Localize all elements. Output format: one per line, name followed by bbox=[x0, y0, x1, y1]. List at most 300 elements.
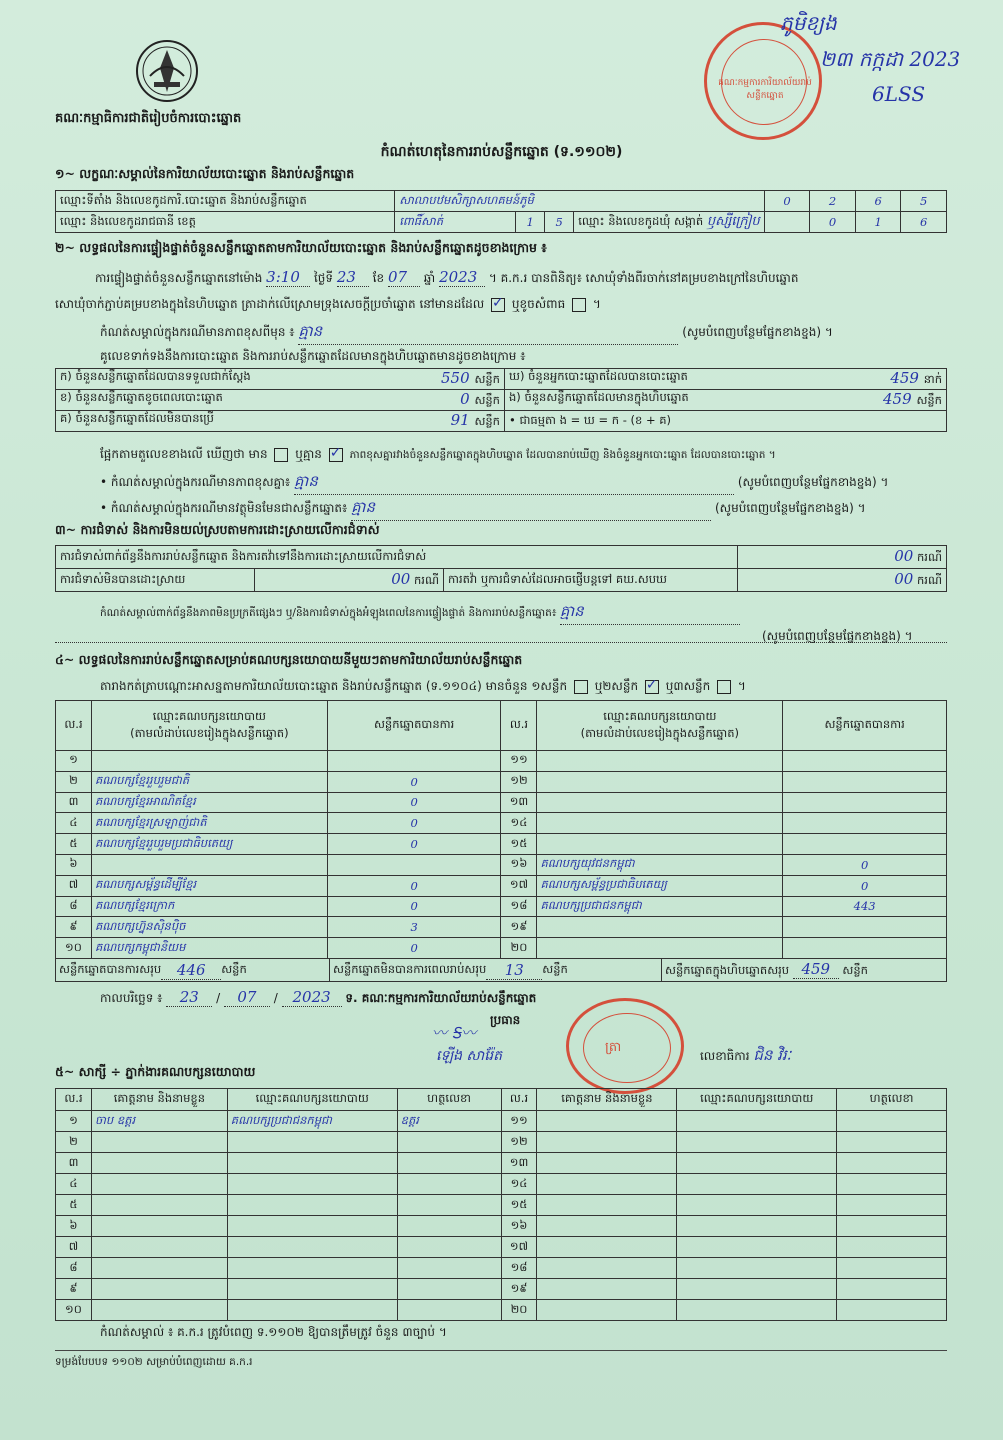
witness-name bbox=[537, 1279, 677, 1300]
formula: ជាធម្មតា ង = ឃ = ក - (ខ + គ) bbox=[519, 412, 672, 427]
result-no: ៤ bbox=[56, 813, 92, 834]
witness-no: ៥ bbox=[56, 1195, 92, 1216]
unused-value: 91 bbox=[450, 411, 470, 429]
tally-2-sheet-label: ឬ២សន្លឹក bbox=[594, 679, 639, 693]
witness-signature bbox=[837, 1153, 947, 1174]
witness-name bbox=[91, 1132, 227, 1153]
in-box-label: ង) ចំនួនសន្លឹកឆ្នោតដែលមានក្នុងហិបឆ្នោត bbox=[509, 390, 689, 404]
result-no: ២០ bbox=[501, 938, 537, 959]
witness-name bbox=[537, 1153, 677, 1174]
witness-signature bbox=[397, 1195, 501, 1216]
forwarded-value: 00 bbox=[894, 570, 914, 588]
objections-table bbox=[55, 545, 947, 592]
section1-table bbox=[55, 190, 947, 233]
secretary-name: ជិន វិរៈ bbox=[753, 1046, 792, 1064]
irregularity-fill-hint: (សូមបំពេញបន្ថែមផ្នែកខាងខ្នង) ។ bbox=[762, 629, 913, 643]
day-label: ថ្ងៃទី bbox=[314, 271, 334, 285]
witnesses-table bbox=[55, 1088, 947, 1321]
commune-label: ឈ្មោះ និងលេខកូដឃុំ សង្កាត់ bbox=[578, 213, 704, 228]
witness-party bbox=[677, 1174, 837, 1195]
unresolved-unit: ករណី bbox=[414, 573, 439, 587]
tally-3-sheet-checkbox[interactable] bbox=[717, 680, 731, 694]
witness-no: ១៦ bbox=[501, 1216, 537, 1237]
col-votes-left: សន្លឹកឆ្នោតបានការ bbox=[327, 701, 501, 751]
result-no: ៩ bbox=[56, 917, 92, 938]
verification-month: 07 bbox=[388, 268, 420, 287]
province-code-2: 5 bbox=[555, 215, 563, 229]
witness-name bbox=[91, 1174, 227, 1195]
date-month: 07 bbox=[224, 988, 270, 1007]
section3-heading: ៣~ ការជំទាស់ និងការមិនយល់ស្របតាមការដោះស្រាយលើការជំទាស់ bbox=[55, 522, 380, 537]
w-col-party-right: ឈ្មោះគណបក្សនយោបាយ bbox=[677, 1089, 837, 1111]
chair-name: ឡើង សារ៉ែត bbox=[436, 1048, 502, 1064]
result-no: ១២ bbox=[501, 771, 537, 792]
result-no: ១៩ bbox=[501, 917, 537, 938]
seal-damaged-label: ឬខូចសំពាធ bbox=[511, 297, 566, 311]
witness-row bbox=[56, 1279, 947, 1300]
result-row bbox=[56, 792, 947, 813]
tally-intro: តារាងកត់ត្រាបណ្តោះអាសន្នតាមការិយាល័យបោះឆ្នោត និងរាប់សន្លឹកឆ្នោត (ទ.១១០៤) មានចំនួន ១សន្លឹក bbox=[100, 679, 568, 693]
has-discrepancy-label: ផ្អែកតាមតួលេខខាងលើ ឃើញថា មាន bbox=[100, 447, 268, 461]
irregularity-note-label: កំណត់សម្គាល់ពាក់ព័ន្ធនឹងភាពមិនប្រក្រតីផ្សេងៗ ឬ/និងការជំទាស់ក្នុងអំឡុងពេលនៃការផ្ទៀងផ្ទាត់ និងការរាប់សន្លឹកឆ្នោត៖ bbox=[100, 607, 557, 619]
col-party-right: ឈ្មោះគណបក្សនយោបាយ bbox=[603, 708, 717, 723]
result-party: គណបក្សយុវជនកម្ពុជា bbox=[537, 854, 783, 875]
fill-hint: (សូមបំពេញបន្ថែមផ្នែកខាងខ្នង) ។ bbox=[682, 325, 833, 339]
note1-line bbox=[100, 472, 950, 495]
result-party: គណបក្សខ្មែរក្រោក bbox=[91, 896, 327, 917]
witness-no: ១៩ bbox=[501, 1279, 537, 1300]
station-code-1: 0 bbox=[764, 191, 810, 212]
result-row bbox=[56, 771, 947, 792]
witness-signature bbox=[837, 1279, 947, 1300]
forwarded-label: ការតវ៉ា ឬការជំទាស់ដែលអាចផ្ញើបន្តទៅ គឃ.សបឃ bbox=[444, 569, 738, 592]
result-votes: 0 bbox=[327, 792, 501, 813]
year-label: ឆ្នាំ bbox=[423, 271, 436, 285]
result-votes: 0 bbox=[783, 875, 947, 896]
counts-table: ក) ចំនួនសន្លឹកឆ្នោតដែលបានទទួលជាក់ស្តែង 550 សន្លឹក ឃ) ចំនួនអ្នកបោះឆ្នោតដែលបានបោះឆ្នោត 459 នាក់ ខ) ចំនួនសន្លឹកឆ្នោតខូចពេលបោះឆ្នោត 0 សន្លឹក ង) ចំនួនសន្លឹកឆ្នោតដែលមានក្នុងហិបឆ្នោត 459 សន្លឹក គ) ចំនួនសន្លឹកឆ្នោតដែលមិនបានប្រើ 91 សន្លឹក • ជាធម្មតា ង = ឃ = ក - (ខ + គ) bbox=[55, 368, 947, 432]
received-value: 550 bbox=[441, 369, 470, 387]
w-col-no-right: ល.រ bbox=[501, 1089, 537, 1111]
result-no: ១០ bbox=[56, 938, 92, 959]
difference-note-value: គ្មាន bbox=[298, 322, 678, 345]
witness-name bbox=[537, 1111, 677, 1132]
verification-day: 23 bbox=[337, 268, 369, 287]
witness-no: ១០ bbox=[56, 1300, 92, 1321]
province-label: ឈ្មោះ និងលេខកូដរាជធានី ខេត្ត bbox=[56, 212, 395, 233]
witness-row bbox=[56, 1174, 947, 1195]
result-party bbox=[537, 813, 783, 834]
witness-no: ១៧ bbox=[501, 1237, 537, 1258]
witness-party bbox=[227, 1279, 397, 1300]
date-line: កាលបរិច្ឆេទ ៖ 23 / 07 / 2023 ទ. គណៈកម្មការការិយាល័យរាប់សន្លឹកឆ្នោត bbox=[100, 988, 537, 1006]
witness-signature bbox=[837, 1300, 947, 1321]
committee-label: ទ. គណៈកម្មការការិយាល័យរាប់សន្លឹកឆ្នោត bbox=[345, 991, 537, 1005]
objections-unit: ករណី bbox=[917, 550, 942, 564]
corner-note-2: ២៣ កក្កដា 2023 bbox=[820, 47, 961, 71]
commune-code-3: 6 bbox=[901, 212, 947, 233]
result-party: គណបក្សខ្មែរអាណិតខ្មែរ bbox=[91, 792, 327, 813]
verification-time-label: ការផ្ទៀងផ្ទាត់ចំនួនសន្លឹកឆ្នោតនៅម៉ោង bbox=[95, 271, 263, 285]
discrepancy-line bbox=[100, 446, 776, 464]
result-votes: 3 bbox=[327, 917, 501, 938]
corner-note-3: 6LSS bbox=[872, 82, 926, 106]
witness-signature: ឧត្តរ bbox=[397, 1111, 501, 1132]
total-valid-value: 446 bbox=[161, 961, 221, 980]
witness-signature bbox=[837, 1132, 947, 1153]
result-party bbox=[91, 854, 327, 875]
result-no: ៨ bbox=[56, 896, 92, 917]
witness-signature bbox=[397, 1132, 501, 1153]
result-no: ១៦ bbox=[501, 854, 537, 875]
w-col-name-left: គោត្តនាម និងនាមខ្លួន bbox=[91, 1089, 227, 1111]
witness-no: ១២ bbox=[501, 1132, 537, 1153]
witness-name bbox=[537, 1195, 677, 1216]
note1-fill-hint: (សូមបំពេញបន្ថែមផ្នែកខាងខ្នង) ។ bbox=[737, 475, 889, 489]
station-code-4: 5 bbox=[901, 191, 947, 212]
witness-signature bbox=[397, 1258, 501, 1279]
result-row bbox=[56, 854, 947, 875]
witness-signature bbox=[837, 1195, 947, 1216]
result-party bbox=[537, 771, 783, 792]
witness-party bbox=[677, 1195, 837, 1216]
result-votes bbox=[783, 938, 947, 959]
col-votes-right: សន្លឹកឆ្នោតបានការ bbox=[783, 701, 947, 751]
result-row bbox=[56, 875, 947, 896]
results-body bbox=[56, 751, 947, 959]
witness-name bbox=[91, 1237, 227, 1258]
witness-row bbox=[56, 1300, 947, 1321]
unused-label: គ) ចំនួនសន្លឹកឆ្នោតដែលមិនបានប្រើ bbox=[60, 411, 214, 425]
spoiled-value: 0 bbox=[460, 390, 470, 408]
objections-label: ការជំទាស់ពាក់ព័ន្ធនឹងការរាប់សន្លឹកឆ្នោត និងការតវ៉ាទៅនឹងការដោះស្រាយលើការជំទាស់ bbox=[56, 546, 738, 569]
station-code-2: 2 bbox=[810, 191, 856, 212]
result-votes: 0 bbox=[327, 938, 501, 959]
received-unit: សន្លឹក bbox=[474, 372, 500, 386]
witness-no: ១ bbox=[56, 1111, 92, 1132]
result-votes bbox=[783, 834, 947, 855]
witness-signature bbox=[837, 1174, 947, 1195]
witness-name bbox=[537, 1237, 677, 1258]
in-box-value: 459 bbox=[883, 390, 912, 408]
result-no: ៦ bbox=[56, 854, 92, 875]
result-party: គណបក្សខ្មែររួបរួមប្រជាធិបតេយ្យ bbox=[91, 834, 327, 855]
result-votes bbox=[327, 751, 501, 772]
result-votes: 0 bbox=[327, 813, 501, 834]
result-no: ១៣ bbox=[501, 792, 537, 813]
commune-code-2: 1 bbox=[855, 212, 901, 233]
result-votes: 443 bbox=[783, 896, 947, 917]
result-party bbox=[537, 834, 783, 855]
witness-no: ១៤ bbox=[501, 1174, 537, 1195]
note2-line bbox=[100, 498, 950, 521]
chair-signature: 〰 Ꭶ〰 bbox=[432, 1024, 477, 1042]
witness-signature bbox=[837, 1258, 947, 1279]
result-row bbox=[56, 896, 947, 917]
seal-text: សោឃុំចាក់ភ្ជាប់គម្របខាងក្នុងនៃហិបឆ្នោត ត្រាដាក់លើស្រោមទ្រុងសេចក្តីប្រចាំឆ្នោត នៅមានដដែល bbox=[55, 297, 485, 311]
witness-name bbox=[537, 1300, 677, 1321]
w-col-no-left: ល.រ bbox=[56, 1089, 92, 1111]
unresolved-label: ការជំទាស់មិនបានដោះស្រាយ bbox=[56, 569, 255, 592]
irregularity-note-line bbox=[100, 602, 950, 625]
result-no: ១១ bbox=[501, 751, 537, 772]
result-row bbox=[56, 917, 947, 938]
result-row bbox=[56, 813, 947, 834]
difference-note-label: កំណត់សម្គាល់ក្នុងករណីមានភាពខុសពីមុន ៖ bbox=[100, 325, 295, 339]
witness-row bbox=[56, 1237, 947, 1258]
witness-row bbox=[56, 1258, 947, 1279]
total-box-label: សន្លឹកឆ្នោតក្នុងហិបឆ្នោតសរុប bbox=[665, 963, 790, 977]
result-votes: 0 bbox=[783, 854, 947, 875]
section2-heading: ២~ លទ្ធផលនៃការផ្ទៀងផ្ទាត់ចំនួនសន្លឹកឆ្នោតតាមការិយាល័យបោះឆ្នោត និងរាប់សន្លឹកឆ្នោតដូចខាងក្រោម ៖ bbox=[55, 240, 547, 255]
result-party bbox=[91, 751, 327, 772]
forwarded-unit: ករណី bbox=[917, 573, 942, 587]
witness-row bbox=[56, 1153, 947, 1174]
result-no: ៧ bbox=[56, 875, 92, 896]
witness-party bbox=[677, 1132, 837, 1153]
witness-name bbox=[91, 1195, 227, 1216]
witness-no: ៨ bbox=[56, 1258, 92, 1279]
result-no: ៣ bbox=[56, 792, 92, 813]
result-votes: 0 bbox=[327, 834, 501, 855]
total-invalid-unit: សន្លឹក bbox=[542, 961, 568, 976]
witness-party bbox=[677, 1258, 837, 1279]
col-party-sub-left: (តាមលំដាប់លេខរៀងក្នុងសន្លឹកឆ្នោត) bbox=[130, 725, 289, 740]
commune-code-1: 0 bbox=[810, 212, 856, 233]
result-row bbox=[56, 751, 947, 772]
result-party: គណបក្សកម្ពុជានិយម bbox=[91, 938, 327, 959]
total-valid-label: សន្លឹកឆ្នោតបានការសរុប bbox=[59, 961, 162, 976]
date-year: 2023 bbox=[282, 988, 342, 1007]
result-party: គណបក្សសម្ព័ន្ធប្រជាធិបតេយ្យ bbox=[537, 875, 783, 896]
result-votes bbox=[783, 751, 947, 772]
chair-label: ប្រធាន bbox=[490, 1013, 521, 1027]
result-no: ៥ bbox=[56, 834, 92, 855]
verification-text: ។ គ.ក.រ បានពិនិត្យ៖ សោឃុំទាំងពីរចាក់នៅគម្របខាងក្រៅនៃហិបឆ្នោត bbox=[488, 271, 799, 285]
result-votes: 0 bbox=[327, 896, 501, 917]
witness-row bbox=[56, 1195, 947, 1216]
witness-row bbox=[56, 1111, 947, 1132]
result-party bbox=[537, 938, 783, 959]
result-party bbox=[537, 792, 783, 813]
witness-no: ២០ bbox=[501, 1300, 537, 1321]
witness-party bbox=[677, 1237, 837, 1258]
commune-name: ឫស្សីក្រៀប bbox=[706, 213, 760, 229]
witness-no: ៤ bbox=[56, 1174, 92, 1195]
no-discrepancy-label: ឬគ្មាន bbox=[295, 447, 322, 461]
w-col-party-left: ឈ្មោះគណបក្សនយោបាយ bbox=[227, 1089, 397, 1111]
seal-intact-checkbox[interactable] bbox=[491, 298, 505, 312]
result-votes bbox=[783, 813, 947, 834]
form-title: កំណត់ហេតុនៃការរាប់សន្លឹកឆ្នោត (ទ.១១០២) bbox=[380, 144, 623, 160]
date-label: កាលបរិច្ឆេទ ៖ bbox=[100, 991, 163, 1005]
note2-label: • កំណត់សម្គាល់ក្នុងករណីមានវត្ថុមិនមែនជាសន្លឹកឆ្នោត៖ bbox=[100, 501, 348, 515]
result-votes bbox=[783, 771, 947, 792]
received-label: ក) ចំនួនសន្លឹកឆ្នោតដែលបានទទួលជាក់ស្តែង bbox=[60, 369, 251, 383]
result-party: គណបក្សសម្ព័ន្ធដើម្បីខ្មែរ bbox=[91, 875, 327, 896]
witness-name bbox=[91, 1216, 227, 1237]
witness-party bbox=[227, 1216, 397, 1237]
witness-name bbox=[537, 1216, 677, 1237]
w-col-sign-right: ហត្ថលេខា bbox=[837, 1089, 947, 1111]
witness-no: ៦ bbox=[56, 1216, 92, 1237]
verification-year: 2023 bbox=[439, 268, 485, 287]
seal-damaged-checkbox[interactable] bbox=[572, 298, 586, 312]
tally-2-sheet-checkbox[interactable] bbox=[645, 680, 659, 694]
org-name: គណៈកម្មាធិការជាតិរៀបចំការបោះឆ្នោត bbox=[55, 111, 242, 126]
col-no-right: ល.រ bbox=[501, 701, 537, 751]
result-party: គណបក្សខ្មែររួបរួមជាតិ bbox=[91, 771, 327, 792]
nec-emblem-icon bbox=[134, 38, 200, 104]
witness-signature bbox=[397, 1174, 501, 1195]
witness-party bbox=[227, 1300, 397, 1321]
witness-no: ៩ bbox=[56, 1279, 92, 1300]
result-votes bbox=[783, 792, 947, 813]
footer-divider bbox=[55, 1350, 947, 1351]
secretary-line bbox=[700, 1046, 791, 1068]
result-party bbox=[537, 751, 783, 772]
witness-name bbox=[91, 1258, 227, 1279]
province-name: ពោធិ៍សាត់ bbox=[395, 212, 516, 233]
totals-row bbox=[55, 958, 947, 982]
footer-note: កំណត់សម្គាល់ ៖ គ.ក.រ ត្រូវបំពេញ ទ.១១០២ ឱ្យបានត្រឹមត្រូវ ចំនួន ៣ច្បាប់ ។ bbox=[100, 1325, 447, 1339]
witness-signature bbox=[837, 1237, 947, 1258]
w-col-name-right: គោត្តនាម និងនាមខ្លួន bbox=[537, 1089, 677, 1111]
note2-value: គ្មាន bbox=[351, 498, 711, 521]
objections-value: 00 bbox=[894, 547, 914, 565]
witness-party bbox=[677, 1111, 837, 1132]
verification-line bbox=[95, 268, 950, 288]
verification-time: 3:10 bbox=[266, 268, 310, 287]
result-votes: 0 bbox=[327, 875, 501, 896]
form-note: ទម្រង់បែបបទ ១១០២ សម្រាប់បំពេញដោយ គ.ក.រ bbox=[55, 1356, 253, 1368]
total-invalid-label: សន្លឹកឆ្នោតមិនបានការពេលរាប់សរុប bbox=[333, 961, 487, 976]
witness-row bbox=[56, 1132, 947, 1153]
witness-party: គណបក្សប្រជាជនកម្ពុជា bbox=[227, 1111, 397, 1132]
witness-name bbox=[91, 1300, 227, 1321]
result-party: គណបក្សប្រជាជនកម្ពុជា bbox=[537, 896, 783, 917]
has-discrepancy-checkbox[interactable] bbox=[274, 448, 288, 462]
discrepancy-text: ភាពខុសគ្នារវាងចំនួនសន្លឹកឆ្នោតក្នុងហិបឆ្នោត ដែលបានរាប់ឃើញ និងចំនួនអ្នកបោះឆ្នោត ដែលបានបោះឆ្នោត ។ bbox=[349, 449, 776, 461]
tally-intro-line: តារាងកត់ត្រាបណ្តោះអាសន្នតាមការិយាល័យបោះឆ្នោត និងរាប់សន្លឹកឆ្នោត (ទ.១១០៤) មានចំនួន ១សន្លឹក ឬ២សន្លឹក ✓ ឬ៣សន្លឹក ។ bbox=[100, 678, 746, 696]
witness-name bbox=[537, 1174, 677, 1195]
witness-party bbox=[227, 1153, 397, 1174]
unused-unit: សន្លឹក bbox=[474, 414, 500, 428]
witness-row bbox=[56, 1216, 947, 1237]
total-valid-unit: សន្លឹក bbox=[221, 961, 247, 976]
witness-signature bbox=[397, 1216, 501, 1237]
note1-label: • កំណត់សម្គាល់ក្នុងករណីមានភាពខុសគ្នា៖ bbox=[100, 475, 291, 489]
witness-party bbox=[227, 1237, 397, 1258]
results-table bbox=[55, 700, 947, 959]
stamp-text: គណៈកម្មការការិយាល័យរាប់សន្លឹកឆ្នោត bbox=[718, 78, 812, 101]
result-no: ១៥ bbox=[501, 834, 537, 855]
total-box-value: 459 bbox=[793, 960, 839, 979]
witness-no: ១៣ bbox=[501, 1153, 537, 1174]
note2-fill-hint: (សូមបំពេញបន្ថែមផ្នែកខាងខ្នង) ។ bbox=[714, 501, 866, 515]
month-label: ខែ bbox=[372, 271, 385, 285]
section4-heading: ៤~ លទ្ធផលនៃការរាប់សន្លឹកឆ្នោតសម្រាប់គណបក្សនយោបាយនីមួយៗតាមការិយាល័យរាប់សន្លឹកឆ្នោត bbox=[55, 652, 523, 667]
note1-value: គ្មាន bbox=[294, 472, 734, 495]
w-col-sign-left: ហត្ថលេខា bbox=[397, 1089, 501, 1111]
result-no: ២ bbox=[56, 771, 92, 792]
difference-note-line bbox=[100, 322, 950, 345]
witness-signature bbox=[837, 1111, 947, 1132]
in-box-unit: សន្លឹក bbox=[916, 393, 942, 407]
official-stamp-bottom: ត្រា bbox=[566, 998, 684, 1094]
result-votes: 0 bbox=[327, 771, 501, 792]
witness-name bbox=[91, 1279, 227, 1300]
witness-party bbox=[677, 1216, 837, 1237]
total-box-unit: សន្លឹក bbox=[842, 963, 868, 977]
polling-station-name: សាលាបឋមសិក្សាសហគមន៍ភូមិ bbox=[395, 191, 765, 212]
result-no: ១៨ bbox=[501, 896, 537, 917]
result-no: ១៧ bbox=[501, 875, 537, 896]
tally-3-sheet-label: ឬ៣សន្លឹក bbox=[665, 679, 711, 693]
date-day: 23 bbox=[166, 988, 212, 1007]
col-no-left: ល.រ bbox=[56, 701, 92, 751]
counts-intro: គូលេខទាក់ទងនឹងការបោះឆ្នោត និងការរាប់សន្លឹកឆ្នោតដែលមានក្នុងហិបឆ្នោតមានដូចខាងក្រោម ៖ bbox=[100, 349, 526, 363]
witness-no: ១១ bbox=[501, 1111, 537, 1132]
witness-party bbox=[677, 1153, 837, 1174]
corner-note-1: ភូមិខ្យង bbox=[780, 11, 837, 35]
station-code-3: 6 bbox=[855, 191, 901, 212]
total-invalid-value: 13 bbox=[486, 961, 542, 980]
section1-heading: ១~ លក្ខណៈសម្គាល់នៃការិយាល័យបោះឆ្នោត និងរាប់សន្លឹកឆ្នោត bbox=[55, 166, 355, 181]
witness-signature bbox=[397, 1279, 501, 1300]
witness-party bbox=[227, 1174, 397, 1195]
witness-party bbox=[227, 1195, 397, 1216]
witness-signature bbox=[397, 1153, 501, 1174]
unresolved-value: 00 bbox=[391, 570, 411, 588]
result-no: ១ bbox=[56, 751, 92, 772]
witness-no: ៣ bbox=[56, 1153, 92, 1174]
witness-party bbox=[227, 1258, 397, 1279]
witness-name: ចាប ឧត្តរ bbox=[91, 1111, 227, 1132]
witness-name bbox=[537, 1258, 677, 1279]
witness-name bbox=[537, 1132, 677, 1153]
result-party: គណបក្សខ្មែរស្រឡាញ់ជាតិ bbox=[91, 813, 327, 834]
witness-party bbox=[677, 1300, 837, 1321]
result-votes bbox=[783, 917, 947, 938]
voters-unit: នាក់ bbox=[923, 372, 942, 386]
spoiled-label: ខ) ចំនួនសន្លឹកឆ្នោតខូចពេលបោះឆ្នោត bbox=[60, 390, 223, 404]
seal-line: សោឃុំចាក់ភ្ជាប់គម្របខាងក្នុងនៃហិបឆ្នោត ត្រាដាក់លើស្រោមទ្រុងសេចក្តីប្រចាំឆ្នោត នៅមានដដែល ✓ ឬខូចសំពាធ ។ bbox=[55, 296, 601, 314]
result-no: ១៤ bbox=[501, 813, 537, 834]
result-party bbox=[537, 917, 783, 938]
result-votes bbox=[327, 854, 501, 875]
polling-station-label: ឈ្មោះទីតាំង និងលេខកូដការិ.បោះឆ្នោត និងរាប់សន្លឹកឆ្នោត bbox=[56, 191, 395, 212]
section5-heading: ៥~ សាក្សី ÷ ភ្នាក់ងារគណបក្សនយោបាយ bbox=[55, 1064, 256, 1079]
tally-1-sheet-checkbox[interactable] bbox=[574, 680, 588, 694]
irregularity-note-value: គ្មាន bbox=[560, 602, 740, 625]
no-discrepancy-checkbox[interactable] bbox=[329, 448, 343, 462]
result-party: គណបក្សហ្វ៊ុនស៊ិនប៉ិច bbox=[91, 917, 327, 938]
voters-label: ឃ) ចំនួនអ្នកបោះឆ្នោតដែលបានបោះឆ្នោត bbox=[509, 369, 688, 383]
witness-name bbox=[91, 1153, 227, 1174]
col-party-left: ឈ្មោះគណបក្សនយោបាយ bbox=[152, 708, 266, 723]
result-row bbox=[56, 938, 947, 959]
witness-party bbox=[227, 1132, 397, 1153]
witness-party bbox=[677, 1279, 837, 1300]
witness-no: ៧ bbox=[56, 1237, 92, 1258]
province-code-1: 1 bbox=[516, 212, 545, 232]
witness-body bbox=[56, 1111, 947, 1321]
secretary-label: លេខាធិការ bbox=[700, 1049, 750, 1063]
witness-signature bbox=[397, 1237, 501, 1258]
witness-no: ១៥ bbox=[501, 1195, 537, 1216]
col-party-sub-right: (តាមលំដាប់លេខរៀងក្នុងសន្លឹកឆ្នោត) bbox=[580, 725, 740, 740]
witness-no: ២ bbox=[56, 1132, 92, 1153]
